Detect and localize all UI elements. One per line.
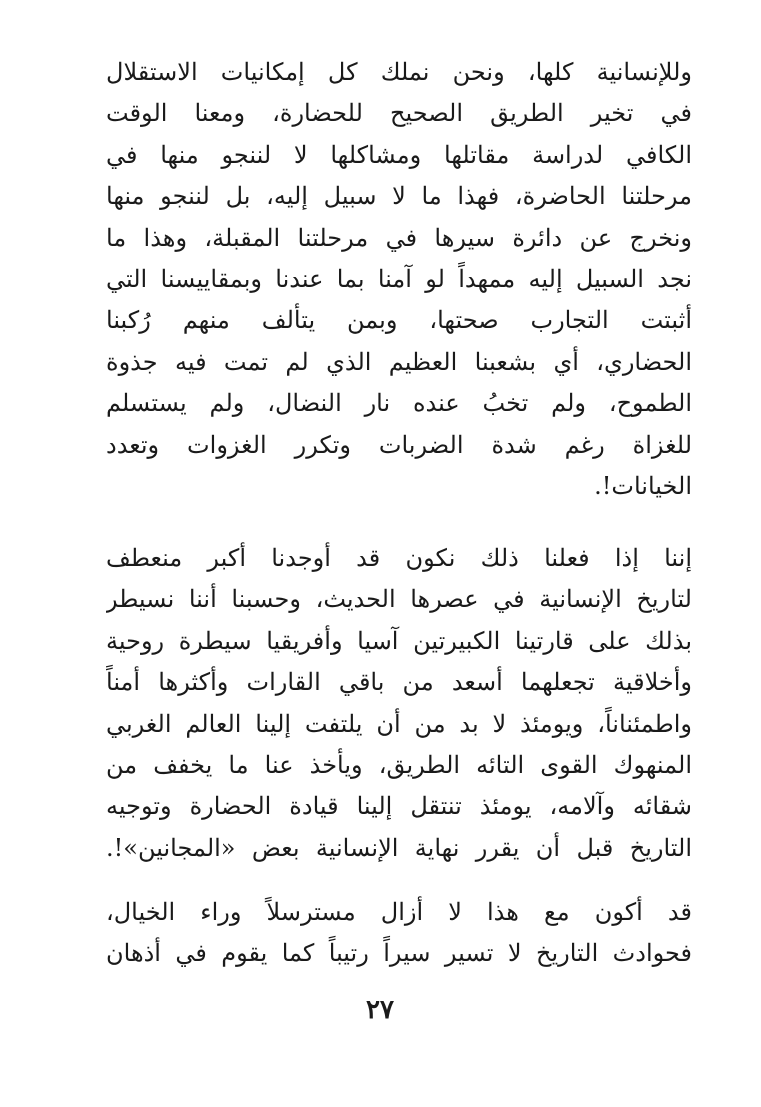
paragraph-3 bbox=[106, 892, 692, 975]
text-line: مرحلتنا الحاضرة، فهذا ما لا سبيل إليه، بل لننجو منها bbox=[106, 182, 692, 211]
page-number: ٢٧ bbox=[366, 995, 394, 1025]
paragraph-2 bbox=[106, 538, 692, 869]
text-line: للغزاة رغم شدة الضربات وتكرر الغزوات وتعدد bbox=[106, 430, 692, 459]
text-line: في تخير الطريق الصحيح للحضارة، ومعنا الوقت bbox=[106, 99, 692, 128]
text-line: إننا إذا فعلنا ذلك نكون قد أوجدنا أكبر منعطف bbox=[106, 544, 692, 572]
text-line: الحضاري، أي بشعبنا العظيم الذي لم تمت فيه جذوة bbox=[106, 347, 692, 376]
text-line: قد أكون مع هذا لا أزال مسترسلاً وراء الخيال، bbox=[106, 898, 692, 926]
text-line: الكافي لدراسة مقاتلها ومشاكلها لا لننجو منها في bbox=[106, 140, 692, 169]
text-line: الطموح، ولم تخبُ عنده نار النضال، ولم يستسلم bbox=[106, 389, 692, 418]
text-line: بذلك على قارتينا الكبيرتين آسيا وأفريقيا سيطرة روحية bbox=[106, 626, 692, 655]
text-line: واطمئناناً، ويومئذ لا بد من أن يلتفت إلينا العالم الغربي bbox=[106, 709, 692, 738]
text-line: ونخرج عن دائرة سيرها في مرحلتنا المقبلة، وهذا ما bbox=[106, 223, 692, 252]
text-line: الخيانات!. bbox=[594, 471, 692, 500]
text-line: شقائه وآلامه، يومئذ تنتقل إلينا قيادة الحضارة وتوجيه bbox=[106, 792, 692, 821]
text-line: لتاريخ الإنسانية في عصرها الحديث، وحسبنا أننا نسيطر bbox=[106, 585, 692, 614]
text-line: وأخلاقية تجعلهما أسعد من باقي القارات وأكثرها أمناً bbox=[106, 668, 692, 697]
text-line: المنهوك القوى التائه الطريق، ويأخذ عنا ما يخفف من bbox=[106, 750, 692, 779]
text-line: نجد السبيل إليه ممهداً لو آمنا بما عندنا وبمقاييسنا التي bbox=[106, 264, 692, 293]
text-line: التاريخ قبل أن يقرر نهاية الإنسانية بعض «المجانين»!. bbox=[106, 833, 692, 862]
text-line: فحوادث التاريخ لا تسير سيراً رتيباً كما يقوم في أذهان bbox=[106, 939, 692, 968]
text-line: وللإنسانية كلها، ونحن نملك كل إمكانيات الاستقلال bbox=[106, 58, 692, 86]
text-line: أثبتت التجارب صحتها، وبمن يتألف منهم رُكبنا bbox=[106, 306, 692, 335]
paragraph-1 bbox=[106, 52, 692, 507]
